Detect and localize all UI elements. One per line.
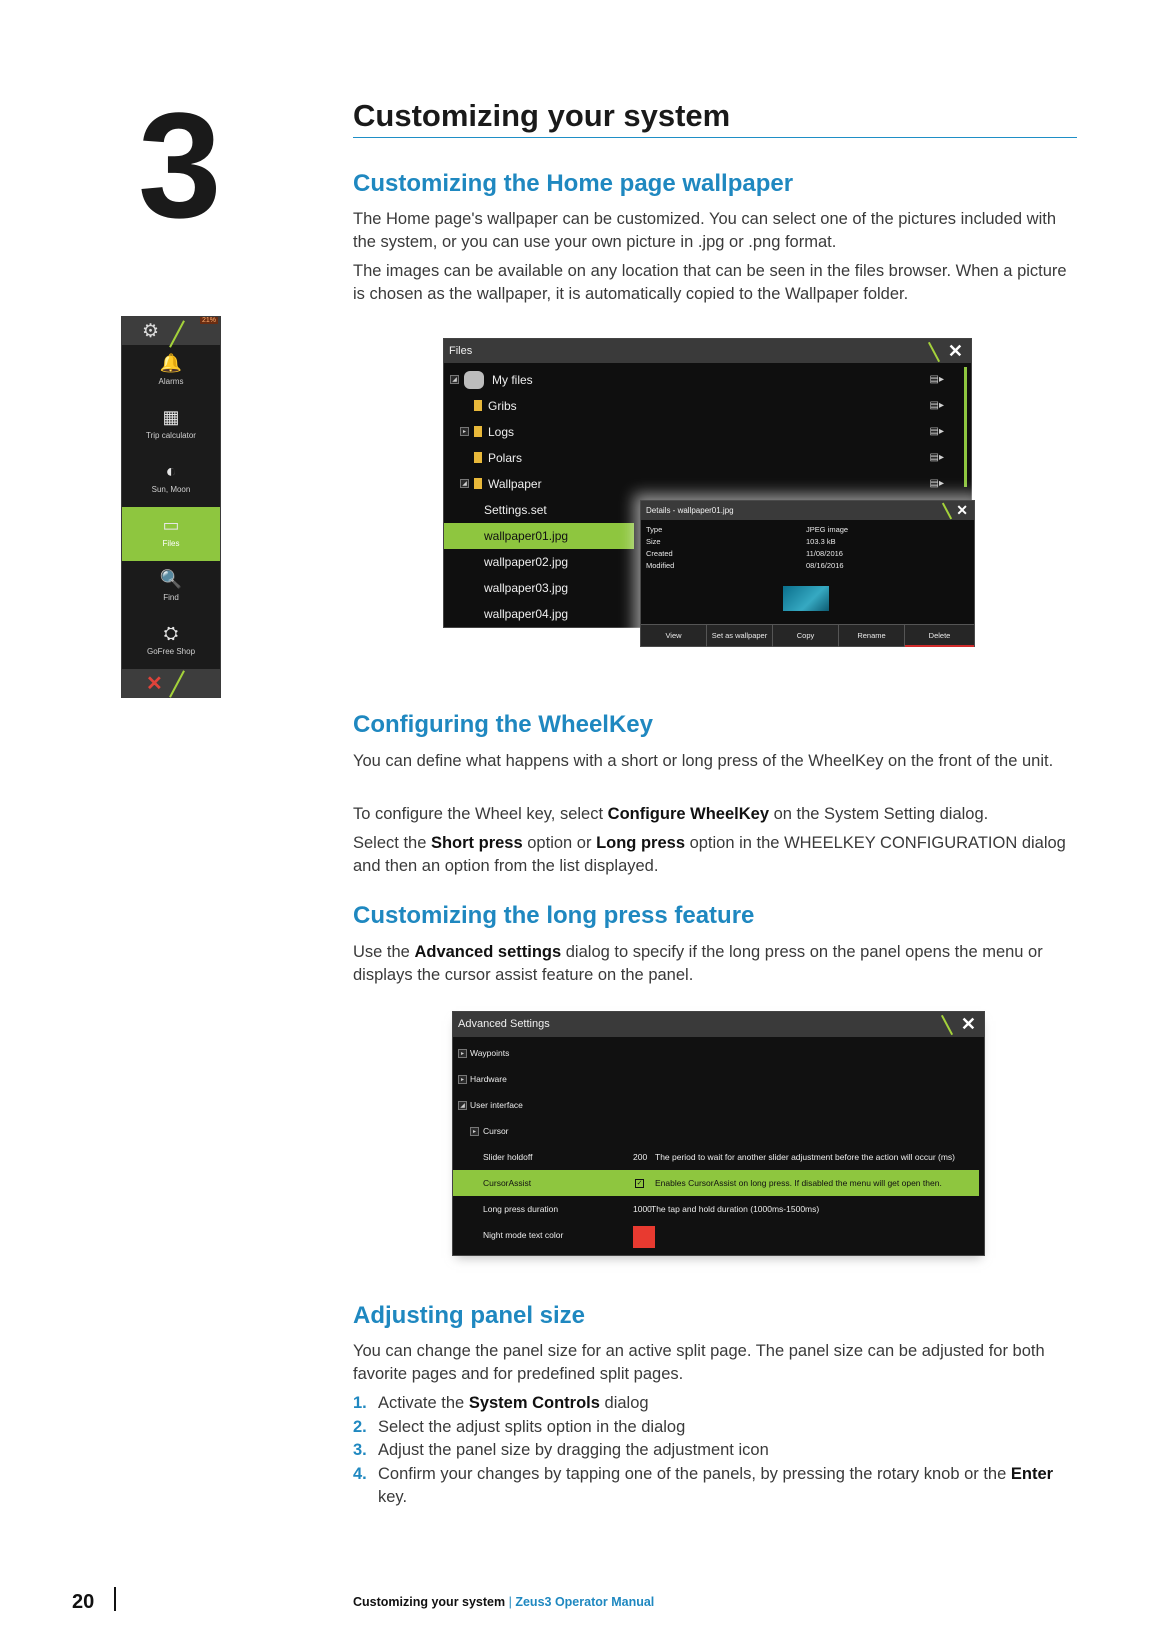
setting-label: Night mode text color xyxy=(483,1230,564,1240)
footer-separator: | xyxy=(508,1595,512,1609)
setting-label: Hardware xyxy=(470,1074,507,1084)
collapse-icon[interactable]: ◢ xyxy=(458,1101,467,1110)
chapter-title-rule xyxy=(353,137,1077,138)
setting-row-cursorassist[interactable] xyxy=(453,1170,979,1196)
sidebar-item-sun-moon[interactable] xyxy=(122,453,220,507)
advanced-settings-screenshot xyxy=(452,1011,985,1256)
advanced-settings-titlebar xyxy=(453,1012,984,1037)
rename-button[interactable]: Rename xyxy=(839,625,905,647)
paragraph-wallpaper-2: The images can be available on any location that can be seen in the files browser. When a picture is chosen as the wallpaper, it is automatically copied to the Wallpaper folder. xyxy=(353,262,1067,303)
collapse-icon[interactable]: ◢ xyxy=(450,375,459,384)
storage-icon xyxy=(464,371,484,389)
sidebar-item-trip-calculator[interactable] xyxy=(122,399,220,453)
sidebar-item-label: Alarms xyxy=(158,377,184,386)
sidebar-screenshot xyxy=(121,316,221,698)
folder-icon: ▭ xyxy=(162,515,180,535)
section-heading-panelsize: Adjusting panel size xyxy=(353,1302,586,1329)
close-icon[interactable]: ✕ xyxy=(956,502,968,518)
detail-value: 08/16/2016 xyxy=(806,561,844,570)
setting-label: Slider holdoff xyxy=(483,1152,533,1162)
file-row-gribs[interactable] xyxy=(444,393,954,419)
file-row-label: Settings.set xyxy=(484,503,547,517)
file-row-label: Gribs xyxy=(488,399,517,413)
setting-description: The tap and hold duration (1000ms-1500ms) xyxy=(651,1204,820,1214)
copy-button[interactable]: Copy xyxy=(773,625,839,647)
files-dialog-title: Files xyxy=(449,345,473,357)
chapter-title: Customizing your system xyxy=(353,98,731,133)
expand-icon[interactable]: ▸ xyxy=(460,427,469,436)
footer-section: Customizing your system xyxy=(353,1595,506,1609)
file-row-label: Wallpaper xyxy=(488,477,542,491)
sidebar-item-gofree-shop[interactable] xyxy=(122,615,220,669)
file-row-label: wallpaper02.jpg xyxy=(484,555,569,569)
open-arrow-icon[interactable]: ▤▸ xyxy=(929,400,944,411)
setting-label: Long press duration xyxy=(483,1204,559,1214)
setting-row-hardware[interactable] xyxy=(453,1066,979,1092)
paragraph-wheelkey-2: To configure the Wheel key, select Configure WheelKey on the System Setting dialog. xyxy=(353,805,989,823)
setting-label: User interface xyxy=(470,1100,523,1110)
scrollbar[interactable] xyxy=(964,367,967,487)
folder-icon xyxy=(474,452,482,463)
setting-row-cursor[interactable] xyxy=(453,1118,979,1144)
color-swatch[interactable] xyxy=(633,1226,655,1248)
setting-value: 200 xyxy=(633,1152,648,1162)
expand-icon[interactable]: ▸ xyxy=(458,1049,467,1058)
detail-row-size xyxy=(646,537,836,546)
divider-slash xyxy=(942,503,952,520)
folder-icon xyxy=(474,478,482,489)
delete-button[interactable]: Delete xyxy=(905,625,974,647)
setting-row-user-interface[interactable] xyxy=(453,1092,979,1118)
sidebar-item-label: Find xyxy=(163,593,179,602)
sidebar-item-label: Trip calculator xyxy=(146,431,196,440)
sidebar-item-find[interactable] xyxy=(122,561,220,615)
battery-indicator: 21% xyxy=(201,317,216,324)
calculator-icon: ▦ xyxy=(162,407,180,427)
detail-value: 103.3 kB xyxy=(806,537,836,546)
setting-value: 1000 xyxy=(633,1204,652,1214)
sidebar-item-label: Files xyxy=(162,539,180,548)
detail-label: Size xyxy=(646,537,661,546)
sidebar-item-label: GoFree Shop xyxy=(146,647,196,656)
paragraph-wheelkey-1: You can define what happens with a short or long press of the WheelKey on the front of the unit. xyxy=(353,752,1054,770)
section-heading-longpress: Customizing the long press feature xyxy=(353,902,755,929)
running-footer xyxy=(353,1595,654,1609)
shop-icon: ⛭ xyxy=(163,623,179,643)
file-row-label: wallpaper04.jpg xyxy=(484,607,569,621)
file-row-wallpaper04[interactable] xyxy=(444,601,634,627)
close-icon[interactable]: ✕ xyxy=(960,1014,976,1034)
footer-manual-title: Zeus3 Operator Manual xyxy=(515,1595,655,1609)
list-item: 3. Adjust the panel size by dragging the adjustment icon xyxy=(353,1441,769,1459)
details-button-bar xyxy=(641,624,974,646)
detail-value: JPEG image xyxy=(806,525,849,534)
advanced-settings-title: Advanced Settings xyxy=(458,1018,550,1030)
folder-icon xyxy=(474,400,482,411)
section-heading-wallpaper: Customizing the Home page wallpaper xyxy=(353,170,794,197)
view-button[interactable]: View xyxy=(641,625,707,647)
paragraph-longpress-1: Use the Advanced settings dialog to specify if the long press on the panel opens the menu or displays the cursor assist feature on the panel. xyxy=(353,943,1043,984)
setting-row-night-mode-text-color[interactable] xyxy=(453,1222,979,1252)
details-dialog-title: Details - wallpaper01.jpg xyxy=(646,506,734,515)
detail-row-created xyxy=(646,549,843,558)
files-dialog-titlebar xyxy=(444,339,971,363)
steps-list xyxy=(353,1392,1078,1510)
chapter-number: 3 xyxy=(138,81,218,249)
file-row-wallpaper01[interactable] xyxy=(444,523,634,549)
file-row-label: Logs xyxy=(488,425,515,439)
list-item: 2. Select the adjust splits option in the dialog xyxy=(353,1417,686,1436)
search-icon: 🔍 xyxy=(159,569,183,589)
list-item: 1. Activate the System Controls dialog xyxy=(353,1394,649,1412)
divider-slash xyxy=(941,1015,953,1035)
setting-label: Cursor xyxy=(483,1126,509,1136)
file-row-label: wallpaper03.jpg xyxy=(484,581,569,595)
open-arrow-icon[interactable]: ▤▸ xyxy=(929,374,944,385)
setting-label: Waypoints xyxy=(470,1048,510,1058)
close-icon[interactable]: ✕ xyxy=(947,341,963,361)
wallpaper-thumbnail xyxy=(783,586,829,611)
file-row-wallpaper03[interactable] xyxy=(444,575,634,601)
detail-value: 11/08/2016 xyxy=(806,549,843,558)
setting-description: The period to wait for another slider adjustment before the action will occur (ms) xyxy=(655,1152,955,1162)
list-item: 4. Confirm your changes by tapping one of the panels, by pressing the rotary knob or the Enter key. xyxy=(353,1464,1054,1506)
file-row-polars[interactable] xyxy=(444,445,954,471)
detail-row-modified xyxy=(646,561,844,570)
section-heading-wheelkey: Configuring the WheelKey xyxy=(353,711,653,738)
detail-label: Created xyxy=(646,549,673,558)
folder-icon xyxy=(474,426,482,437)
details-dialog-titlebar xyxy=(641,501,974,520)
details-dialog-screenshot xyxy=(640,500,975,647)
sidebar-item-files[interactable] xyxy=(122,507,220,561)
detail-label: Modified xyxy=(646,561,675,570)
file-row-label: Polars xyxy=(488,451,523,465)
detail-row-type xyxy=(646,525,849,534)
setting-row-slider-holdoff[interactable] xyxy=(453,1144,979,1170)
divider-slash xyxy=(928,342,940,362)
paragraph-wheelkey-3: Select the Short press option or Long press option in the WHEELKEY CONFIGURATION dialog and then an option from the list displayed. xyxy=(353,834,1066,875)
setting-label: CursorAssist xyxy=(483,1178,532,1188)
file-row-my-files[interactable] xyxy=(444,367,954,393)
paragraph-wallpaper-1: The Home page's wallpaper can be customized. You can select one of the pictures included with the system, or you can use your own picture in .jpg or .png format. xyxy=(353,210,1056,251)
checkbox-checked[interactable]: ✓ xyxy=(636,1180,643,1187)
file-row-label: wallpaper01.jpg xyxy=(484,529,569,543)
paragraph-panelsize-1: You can change the panel size for an active split page. The panel size can be adjusted for both favorite pages and for predefined split pages. xyxy=(353,1342,1045,1383)
set-as-wallpaper-button[interactable]: Set as wallpaper xyxy=(707,625,773,647)
file-row-label: My files xyxy=(492,373,533,387)
file-row-wallpaper[interactable] xyxy=(444,471,954,497)
setting-description: Enables CursorAssist on long press. If disabled the menu will get open then. xyxy=(655,1178,942,1188)
expand-icon[interactable]: ▸ xyxy=(470,1127,479,1136)
detail-label: Type xyxy=(646,525,663,534)
sidebar-item-alarms[interactable] xyxy=(122,345,220,399)
collapse-icon[interactable]: ◢ xyxy=(460,479,469,488)
gear-icon[interactable]: ⚙ xyxy=(142,321,160,342)
file-row-logs[interactable] xyxy=(444,419,954,445)
bell-icon: 🔔 xyxy=(159,353,183,373)
page-number: 20 xyxy=(72,1591,95,1613)
close-icon[interactable]: ✕ xyxy=(146,673,163,695)
sidebar-item-label: Sun, Moon xyxy=(151,485,191,494)
expand-icon[interactable]: ▸ xyxy=(458,1075,467,1084)
open-arrow-icon[interactable]: ▤▸ xyxy=(929,478,944,489)
open-arrow-icon[interactable]: ▤▸ xyxy=(929,452,944,463)
setting-row-waypoints[interactable] xyxy=(453,1040,979,1066)
open-arrow-icon[interactable]: ▤▸ xyxy=(929,426,944,437)
file-row-wallpaper02[interactable] xyxy=(444,549,634,575)
sun-moon-icon: ◐ xyxy=(165,461,177,481)
setting-row-long-press-duration[interactable] xyxy=(453,1196,979,1222)
page-number-divider xyxy=(114,1587,116,1611)
